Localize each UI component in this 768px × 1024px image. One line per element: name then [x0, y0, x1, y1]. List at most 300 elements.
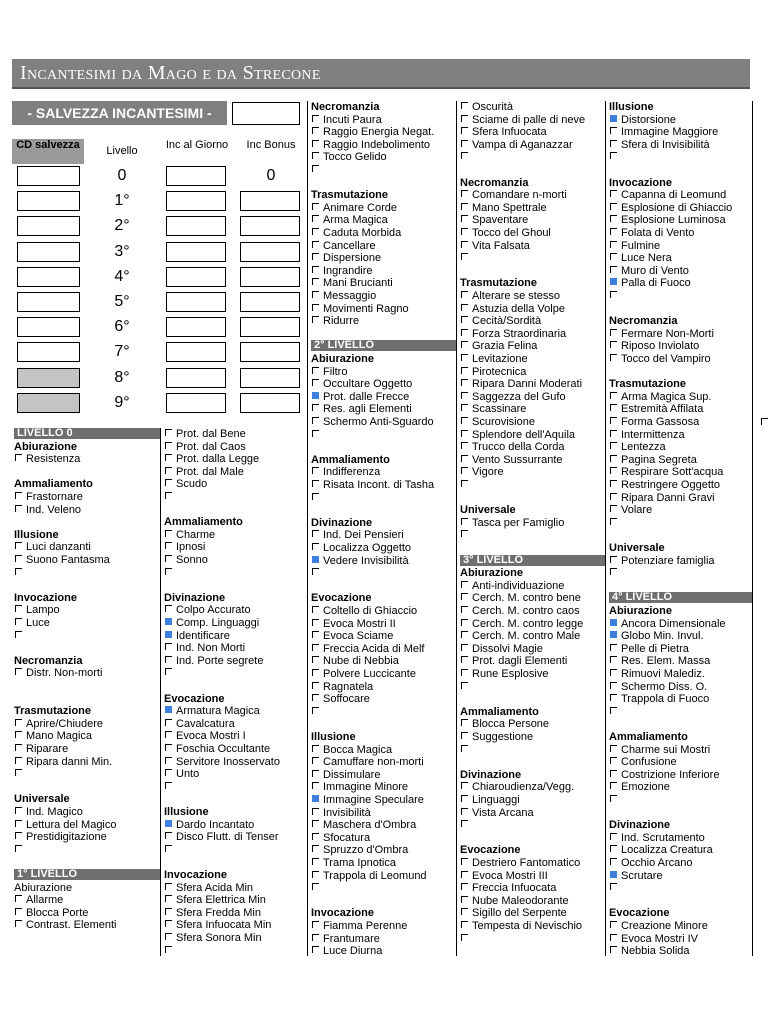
checkbox[interactable] [610, 228, 617, 235]
spell-item[interactable] [460, 391, 566, 404]
checkbox[interactable] [165, 744, 172, 751]
spell-item[interactable] [164, 819, 254, 832]
checkbox[interactable] [610, 795, 617, 802]
spell-item[interactable] [609, 114, 676, 127]
spell-item[interactable] [460, 340, 537, 353]
checked-checkbox[interactable] [165, 618, 172, 625]
checkbox[interactable] [461, 593, 468, 600]
spell-item[interactable] [164, 478, 207, 491]
spell-item[interactable] [311, 403, 412, 416]
checkbox[interactable] [312, 568, 319, 575]
checkbox[interactable] [610, 404, 617, 411]
checkbox[interactable] [312, 745, 319, 752]
spell-item[interactable] [609, 441, 666, 454]
spell-item[interactable] [311, 416, 434, 429]
checked-checkbox[interactable] [610, 871, 617, 878]
checkbox[interactable] [312, 165, 319, 172]
spell-item[interactable] [460, 126, 547, 139]
spell-item[interactable] [164, 667, 176, 680]
per-day-field[interactable] [166, 216, 226, 236]
spell-item[interactable] [460, 592, 581, 605]
cd-field[interactable] [17, 216, 80, 236]
checkbox[interactable] [610, 568, 617, 575]
spell-item[interactable] [311, 693, 370, 706]
spell-item[interactable] [164, 466, 244, 479]
checkbox[interactable] [610, 241, 617, 248]
checkbox[interactable] [165, 555, 172, 562]
checkbox[interactable] [461, 467, 468, 474]
spell-item[interactable] [460, 668, 548, 681]
checkbox[interactable] [165, 908, 172, 915]
spell-item[interactable] [14, 604, 60, 617]
per-day-field[interactable] [166, 166, 226, 186]
spell-item[interactable] [311, 139, 430, 152]
checkbox[interactable] [165, 479, 172, 486]
per-day-field[interactable] [166, 342, 226, 362]
spell-item[interactable] [609, 416, 699, 429]
checkbox[interactable] [461, 820, 468, 827]
spell-item[interactable] [609, 504, 652, 517]
spell-item[interactable] [14, 756, 112, 769]
spell-item[interactable] [311, 807, 371, 820]
checkbox[interactable] [461, 316, 468, 323]
checkbox[interactable] [312, 833, 319, 840]
checkbox[interactable] [461, 253, 468, 260]
spell-item[interactable] [609, 744, 710, 757]
spell-item[interactable] [311, 240, 376, 253]
checkbox[interactable] [312, 808, 319, 815]
spell-item[interactable] [311, 857, 396, 870]
checkbox[interactable] [461, 656, 468, 663]
spell-item[interactable] [609, 870, 663, 883]
spell-item[interactable] [460, 114, 585, 127]
checkbox[interactable] [312, 921, 319, 928]
spell-item[interactable] [164, 441, 246, 454]
checkbox[interactable] [165, 769, 172, 776]
spell-item[interactable] [609, 706, 621, 719]
spell-item[interactable] [311, 920, 407, 933]
stray-checkbox[interactable] [760, 417, 768, 429]
checked-checkbox[interactable] [312, 392, 319, 399]
checkbox[interactable] [15, 568, 22, 575]
spell-item[interactable] [14, 743, 68, 756]
checked-checkbox[interactable] [610, 631, 617, 638]
checkbox[interactable] [461, 871, 468, 878]
spell-item[interactable] [164, 932, 262, 945]
checkbox[interactable] [15, 492, 22, 499]
checkbox[interactable] [461, 719, 468, 726]
cd-field[interactable] [17, 292, 80, 312]
spell-item[interactable] [609, 252, 672, 265]
checkbox[interactable] [610, 694, 617, 701]
spell-item[interactable] [311, 756, 424, 769]
spell-item[interactable] [311, 630, 393, 643]
spell-item[interactable] [609, 655, 710, 668]
checkbox[interactable] [461, 682, 468, 689]
spell-item[interactable] [460, 441, 565, 454]
spell-item[interactable] [609, 429, 685, 442]
bonus-field[interactable] [240, 317, 300, 337]
spell-item[interactable] [460, 227, 551, 240]
spell-item[interactable] [460, 429, 575, 442]
checkbox[interactable] [461, 908, 468, 915]
spell-item[interactable] [311, 164, 323, 177]
checkbox[interactable] [461, 480, 468, 487]
spell-item[interactable] [609, 681, 707, 694]
checkbox[interactable] [312, 757, 319, 764]
spell-item[interactable] [164, 604, 251, 617]
spell-item[interactable] [609, 567, 621, 580]
checkbox[interactable] [461, 115, 468, 122]
checkbox[interactable] [610, 329, 617, 336]
checkbox[interactable] [15, 908, 22, 915]
checkbox[interactable] [15, 807, 22, 814]
cd-field[interactable] [17, 166, 80, 186]
spell-item[interactable] [311, 605, 417, 618]
checkbox[interactable] [15, 820, 22, 827]
checkbox[interactable] [461, 530, 468, 537]
spell-item[interactable] [164, 882, 253, 895]
checkbox[interactable] [461, 581, 468, 588]
checkbox[interactable] [610, 493, 617, 500]
cd-field[interactable] [17, 342, 80, 362]
checkbox[interactable] [461, 782, 468, 789]
per-day-field[interactable] [166, 191, 226, 211]
checkbox[interactable] [610, 682, 617, 689]
spell-item[interactable] [609, 857, 693, 870]
spell-item[interactable] [460, 618, 583, 631]
checkbox[interactable] [610, 833, 617, 840]
checkbox[interactable] [312, 253, 319, 260]
spell-item[interactable] [460, 214, 528, 227]
checkbox[interactable] [312, 467, 319, 474]
spell-item[interactable] [460, 857, 580, 870]
spell-item[interactable] [311, 202, 397, 215]
spell-item[interactable] [164, 919, 271, 932]
spell-item[interactable] [460, 416, 535, 429]
checkbox[interactable] [312, 316, 319, 323]
checkbox[interactable] [312, 304, 319, 311]
checkbox[interactable] [312, 619, 319, 626]
checked-checkbox[interactable] [312, 556, 319, 563]
checkbox[interactable] [165, 946, 172, 953]
spell-item[interactable] [164, 705, 260, 718]
checkbox[interactable] [610, 707, 617, 714]
spell-item[interactable] [164, 718, 235, 731]
checkbox[interactable] [461, 606, 468, 613]
checkbox[interactable] [165, 782, 172, 789]
checkbox[interactable] [312, 228, 319, 235]
checkbox[interactable] [312, 858, 319, 865]
spell-item[interactable] [164, 945, 176, 958]
checkbox[interactable] [165, 568, 172, 575]
spell-item[interactable] [460, 315, 541, 328]
checkbox[interactable] [461, 354, 468, 361]
spell-item[interactable] [609, 517, 621, 530]
checkbox[interactable] [15, 555, 22, 562]
cd-field[interactable] [17, 393, 80, 413]
spell-item[interactable] [609, 945, 690, 958]
checkbox[interactable] [610, 782, 617, 789]
checkbox[interactable] [610, 392, 617, 399]
spell-item[interactable] [460, 290, 560, 303]
checkbox[interactable] [15, 731, 22, 738]
spell-item[interactable] [609, 479, 720, 492]
checkbox[interactable] [610, 152, 617, 159]
spell-item[interactable] [311, 844, 408, 857]
spell-item[interactable] [460, 895, 569, 908]
checkbox[interactable] [15, 920, 22, 927]
checkbox[interactable] [461, 644, 468, 651]
checkbox[interactable] [312, 669, 319, 676]
checked-checkbox[interactable] [312, 795, 319, 802]
checkbox[interactable] [165, 467, 172, 474]
checkbox[interactable] [461, 341, 468, 348]
checkbox[interactable] [610, 883, 617, 890]
checkbox[interactable] [461, 127, 468, 134]
checkbox[interactable] [461, 379, 468, 386]
spell-item[interactable] [609, 668, 705, 681]
checkbox[interactable] [165, 731, 172, 738]
checked-checkbox[interactable] [165, 820, 172, 827]
checkbox[interactable] [165, 454, 172, 461]
checkbox[interactable] [165, 643, 172, 650]
spell-item[interactable] [460, 479, 472, 492]
checkbox[interactable] [610, 757, 617, 764]
spell-item[interactable] [311, 265, 373, 278]
spell-item[interactable] [311, 655, 399, 668]
spell-item[interactable] [311, 391, 409, 404]
spell-item[interactable] [460, 189, 567, 202]
spell-item[interactable] [460, 882, 556, 895]
checkbox[interactable] [610, 203, 617, 210]
checkbox[interactable] [610, 845, 617, 852]
checkbox[interactable] [610, 253, 617, 260]
spell-item[interactable] [609, 403, 703, 416]
spell-item[interactable] [460, 240, 530, 253]
spell-item[interactable] [14, 768, 26, 781]
spell-item[interactable] [311, 315, 359, 328]
bonus-field[interactable] [240, 191, 300, 211]
checkbox[interactable] [610, 656, 617, 663]
checkbox[interactable] [461, 631, 468, 638]
checkbox[interactable] [461, 203, 468, 210]
checkbox[interactable] [461, 732, 468, 739]
checkbox[interactable] [312, 266, 319, 273]
checkbox[interactable] [312, 278, 319, 285]
checkbox[interactable] [461, 304, 468, 311]
spell-item[interactable] [460, 454, 563, 467]
spell-item[interactable] [164, 642, 245, 655]
cd-field[interactable] [17, 242, 80, 262]
checkbox[interactable] [165, 668, 172, 675]
spell-item[interactable] [311, 290, 376, 303]
bonus-field[interactable] [240, 267, 300, 287]
checkbox[interactable] [610, 669, 617, 676]
checkbox[interactable] [461, 367, 468, 374]
spell-item[interactable] [609, 189, 726, 202]
checkbox[interactable] [312, 770, 319, 777]
spell-item[interactable] [311, 781, 408, 794]
checkbox[interactable] [165, 933, 172, 940]
spell-item[interactable] [164, 756, 280, 769]
spell-item[interactable] [609, 769, 719, 782]
spell-item[interactable] [14, 491, 83, 504]
spell-item[interactable] [311, 643, 424, 656]
spell-item[interactable] [609, 265, 689, 278]
spell-item[interactable] [311, 214, 388, 227]
spell-item[interactable] [609, 290, 621, 303]
checkbox[interactable] [461, 745, 468, 752]
checkbox[interactable] [461, 669, 468, 676]
cd-field[interactable] [17, 191, 80, 211]
spell-item[interactable] [311, 618, 396, 631]
spell-item[interactable] [460, 920, 582, 933]
checkbox[interactable] [312, 707, 319, 714]
spell-item[interactable] [14, 453, 80, 466]
checkbox[interactable] [461, 140, 468, 147]
spell-item[interactable] [609, 126, 718, 139]
checkbox[interactable] [461, 291, 468, 298]
checkbox[interactable] [312, 644, 319, 651]
per-day-field[interactable] [166, 267, 226, 287]
spell-item[interactable] [609, 227, 694, 240]
spell-item[interactable] [460, 466, 504, 479]
checkbox[interactable] [15, 895, 22, 902]
spell-item[interactable] [460, 907, 567, 920]
spell-item[interactable] [311, 252, 381, 265]
checkbox[interactable] [610, 518, 617, 525]
cd-field[interactable] [17, 267, 80, 287]
spell-item[interactable] [311, 567, 323, 580]
checkbox[interactable] [312, 152, 319, 159]
checkbox[interactable] [610, 291, 617, 298]
checkbox[interactable] [461, 329, 468, 336]
spell-item[interactable] [609, 618, 726, 631]
spell-item[interactable] [609, 492, 715, 505]
checkbox[interactable] [461, 896, 468, 903]
checked-checkbox[interactable] [165, 706, 172, 713]
spell-item[interactable] [164, 491, 176, 504]
checkbox[interactable] [312, 215, 319, 222]
spell-item[interactable] [460, 655, 567, 668]
checkbox[interactable] [15, 505, 22, 512]
spell-item[interactable] [164, 453, 259, 466]
spell-item[interactable] [609, 933, 698, 946]
spell-item[interactable] [460, 139, 573, 152]
checkbox[interactable] [312, 782, 319, 789]
checkbox[interactable] [461, 152, 468, 159]
checkbox[interactable] [312, 820, 319, 827]
checkbox[interactable] [461, 430, 468, 437]
spell-item[interactable] [311, 542, 411, 555]
spell-item[interactable] [609, 555, 715, 568]
spell-item[interactable] [14, 806, 83, 819]
spell-item[interactable] [14, 567, 26, 580]
spell-item[interactable] [311, 819, 416, 832]
spell-item[interactable] [460, 151, 472, 164]
checkbox[interactable] [312, 631, 319, 638]
spell-item[interactable] [609, 214, 726, 227]
spell-item[interactable] [311, 794, 424, 807]
spell-item[interactable] [609, 832, 705, 845]
spell-item[interactable] [311, 466, 380, 479]
checkbox[interactable] [610, 354, 617, 361]
checkbox[interactable] [312, 367, 319, 374]
spell-item[interactable] [460, 378, 582, 391]
bonus-field[interactable] [240, 393, 300, 413]
checkbox[interactable] [165, 883, 172, 890]
checkbox[interactable] [312, 127, 319, 134]
spell-item[interactable] [14, 907, 88, 920]
checkbox[interactable] [461, 404, 468, 411]
spell-item[interactable] [609, 202, 732, 215]
checkbox[interactable] [312, 417, 319, 424]
checkbox[interactable] [461, 190, 468, 197]
spell-item[interactable] [311, 681, 373, 694]
checkbox[interactable] [610, 127, 617, 134]
checked-checkbox[interactable] [610, 115, 617, 122]
spell-item[interactable] [609, 882, 621, 895]
spell-item[interactable] [14, 554, 110, 567]
spell-item[interactable] [311, 227, 401, 240]
spell-item[interactable] [460, 101, 513, 114]
checkbox[interactable] [165, 895, 172, 902]
spell-item[interactable] [460, 731, 533, 744]
checkbox[interactable] [461, 102, 468, 109]
spell-item[interactable] [609, 920, 708, 933]
spell-item[interactable] [311, 769, 380, 782]
spell-item[interactable] [311, 378, 412, 391]
per-day-field[interactable] [166, 292, 226, 312]
spell-item[interactable] [164, 894, 266, 907]
spell-item[interactable] [460, 517, 564, 530]
spell-item[interactable] [14, 617, 50, 630]
checkbox[interactable] [461, 808, 468, 815]
checkbox[interactable] [165, 605, 172, 612]
spell-item[interactable] [14, 819, 117, 832]
spell-item[interactable] [311, 126, 434, 139]
checkbox[interactable] [461, 228, 468, 235]
checkbox[interactable] [15, 631, 22, 638]
checkbox[interactable] [312, 291, 319, 298]
checkbox[interactable] [610, 455, 617, 462]
checkbox[interactable] [312, 379, 319, 386]
checkbox[interactable] [165, 757, 172, 764]
spell-item[interactable] [311, 870, 427, 883]
spell-item[interactable] [609, 240, 660, 253]
checkbox[interactable] [610, 430, 617, 437]
checkbox[interactable] [312, 845, 319, 852]
spell-item[interactable] [609, 353, 711, 366]
checked-checkbox[interactable] [610, 278, 617, 285]
spell-item[interactable] [609, 794, 621, 807]
checkbox[interactable] [312, 404, 319, 411]
spell-item[interactable] [14, 894, 63, 907]
checkbox[interactable] [165, 530, 172, 537]
spell-item[interactable] [609, 454, 697, 467]
checkbox[interactable] [312, 530, 319, 537]
checked-checkbox[interactable] [165, 631, 172, 638]
spell-item[interactable] [14, 541, 91, 554]
bonus-field[interactable] [240, 242, 300, 262]
checkbox[interactable] [312, 430, 319, 437]
checkbox[interactable] [312, 606, 319, 613]
checkbox[interactable] [610, 556, 617, 563]
checkbox[interactable] [610, 140, 617, 147]
checkbox[interactable] [610, 190, 617, 197]
checkbox[interactable] [312, 946, 319, 953]
